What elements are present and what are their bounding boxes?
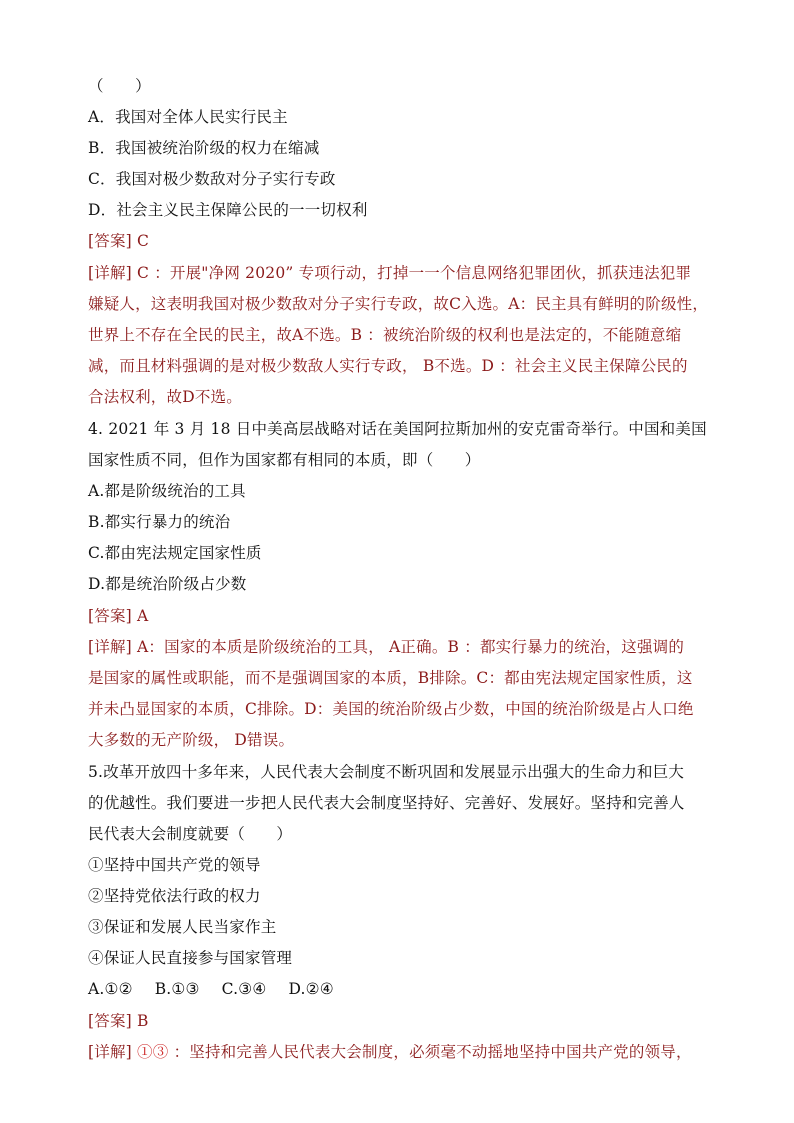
q3-explain-line-5: 合法权利，故D不选。 — [88, 388, 242, 406]
q4-explain-line-3: 并未凸显国家的本质，C排除。D：美国的统治阶级占少数，中国的统治阶级是占人口绝 — [88, 700, 694, 718]
q3-explain-line-3: 世界上不存在全民的民主，故A不选。B ：被统治阶级的权利也是法定的，不能随意缩 — [88, 326, 682, 344]
q4-option-c: C.都由宪法规定国家性质 — [88, 544, 262, 562]
q5-stem-line-1: 5.改革开放四十多年来，人民代表大会制度不断巩固和发展显示出强大的生命力和巨大 — [88, 763, 685, 781]
q3-option-c: C．我国对极少数敌对分子实行专政 — [88, 170, 336, 188]
q5-item-3: ③保证和发展人民当家作主 — [88, 918, 277, 936]
q4-option-d: D.都是统治阶级占少数 — [88, 575, 247, 593]
q4-explain-line-2: 是国家的属性或职能，而不是强调国家的本质，B排除。C：都由宪法规定国家性质，这 — [88, 669, 693, 687]
q3-answer: [答案] C — [88, 232, 150, 250]
q3-option-b: B．我国被统治阶级的权力在缩减 — [88, 139, 320, 157]
q5-choice-b: B.①③ — [154, 980, 200, 998]
q3-option-a: A．我国对全体人民实行民主 — [88, 108, 288, 126]
q5-answer: [答案] B — [88, 1012, 149, 1030]
q5-explain-prefix: [详解] — [88, 1043, 138, 1061]
q5-explain-circles: ①③ — [137, 1043, 169, 1061]
q4-explain-line-4: 大多数的无产阶级， D错误。 — [88, 731, 295, 749]
q4-option-a: A.都是阶级统治的工具 — [88, 482, 246, 500]
q3-paren: （ ） — [88, 77, 151, 95]
q3-explain-line-2: 嫌疑人，这表明我国对极少数敌对分子实行专政，故C入选。A：民主具有鲜明的阶级性， — [88, 295, 709, 313]
q5-item-2: ②坚持党依法行政的权力 — [88, 887, 261, 905]
q4-stem-line-2: 国家性质不同，但作为国家都有相同的本质，即（ ） — [88, 451, 481, 469]
q4-answer: [答案] A — [88, 607, 149, 625]
q4-option-b: B.都实行暴力的统治 — [88, 513, 231, 531]
q4-stem-line-1: 4. 2021 年 3 月 18 日中美高层战略对话在美国阿拉斯加州的安克雷奇举行。中国和美国 — [88, 420, 707, 438]
q5-stem-line-3: 民代表大会制度就要（ ） — [88, 825, 293, 843]
q5-stem-line-2: 的优越性。我们要进一步把人民代表大会制度坚持好、完善好、发展好。坚持和完善人 — [88, 794, 685, 812]
q5-choice-d: D.②④ — [288, 980, 334, 998]
q5-explain-rest: ：坚持和完善人民代表大会制度，必须毫不动摇地坚持中国共产党的领导， — [168, 1043, 692, 1061]
q3-option-d: D．社会主义民主保障公民的一一切权利 — [88, 201, 368, 219]
q5-choice-c: C.③④ — [221, 980, 267, 998]
q4-explain-line-1: [详解] A：国家的本质是阶级统治的工具， A正确。B ：都实行暴力的统治，这强调的 — [88, 638, 685, 656]
q5-choice-a: A.①② — [88, 980, 133, 998]
q5-explain-line-1 — [88, 1042, 708, 1062]
q5-choices-row — [88, 979, 708, 999]
q3-explain-line-1: [详解] C ：开展"净网 2020” 专项行动，打掉一一个信息网络犯罪团伙，抓获违法犯罪 — [88, 264, 692, 282]
q5-item-1: ①坚持中国共产党的领导 — [88, 856, 261, 874]
q3-explain-line-4: 减，而且材料强调的是对极少数敌人实行专政， B不选。D ：社会主义民主保障公民的 — [88, 357, 688, 375]
q5-item-4: ④保证人民直接参与国家管理 — [88, 949, 293, 967]
